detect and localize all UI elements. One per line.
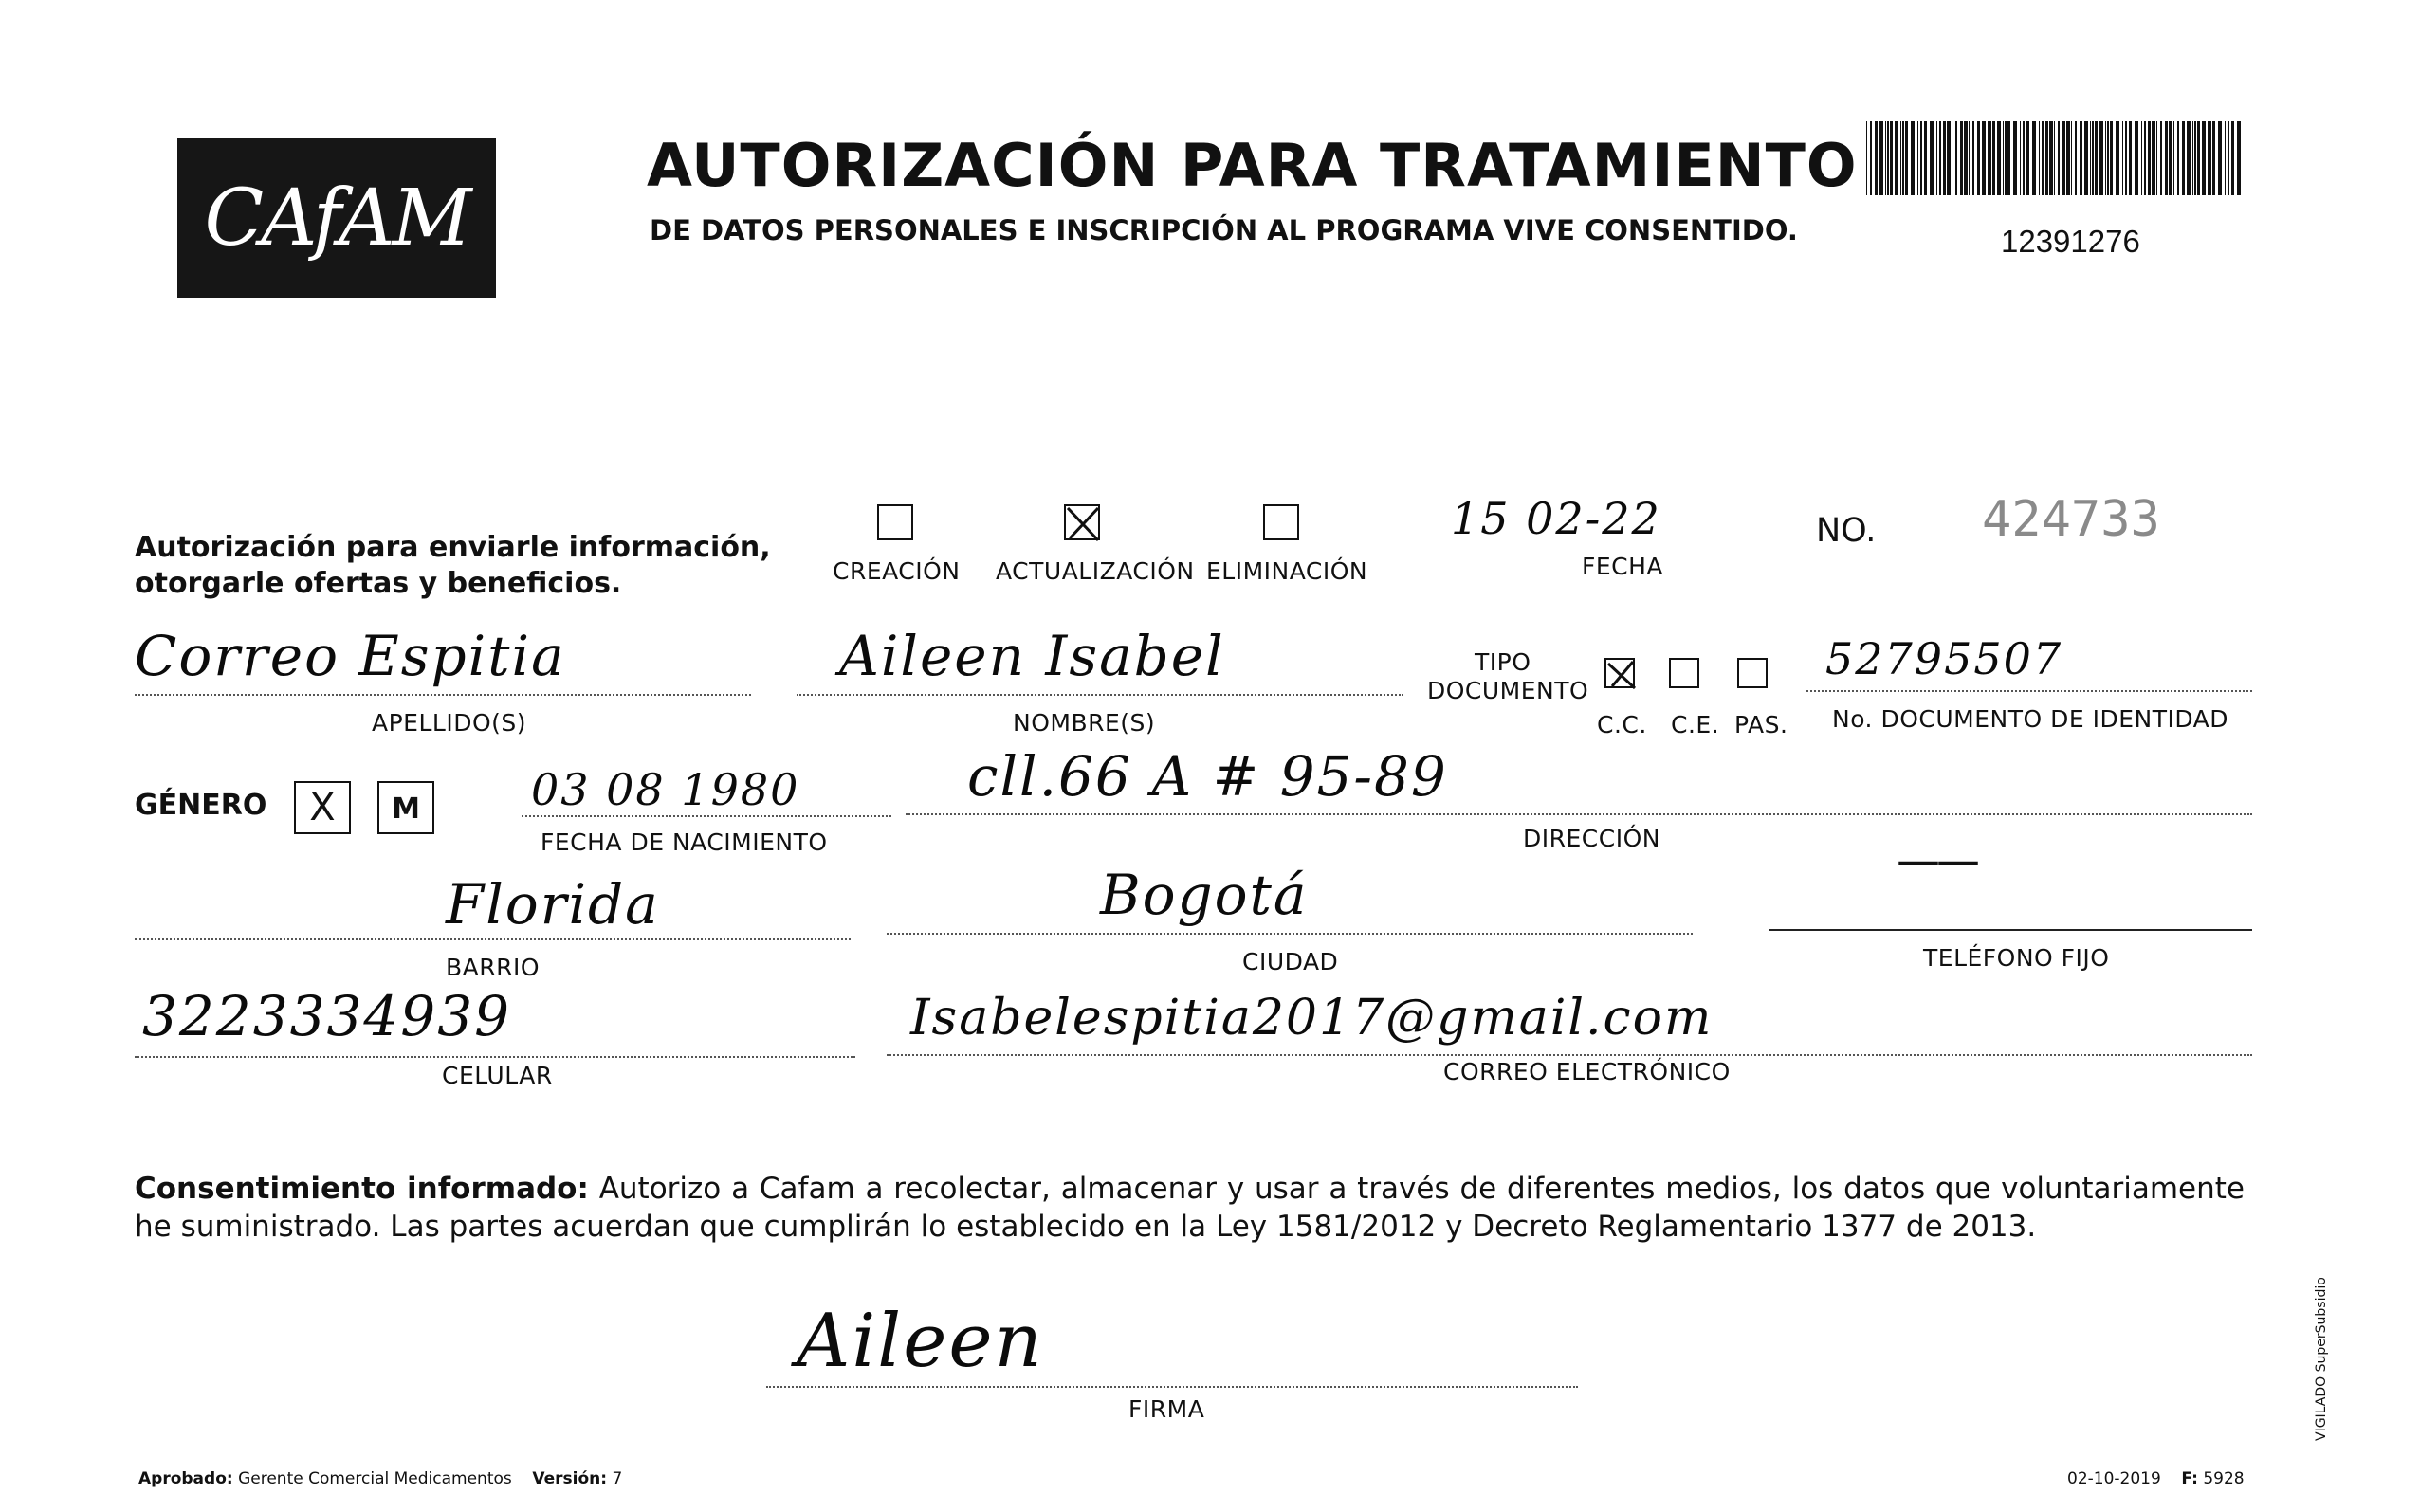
- tipo-documento-label-2: DOCUMENTO: [1427, 677, 1589, 704]
- barcode-bar: [2165, 121, 2168, 195]
- barcode-bar: [2023, 121, 2025, 195]
- barcode-bar: [2013, 121, 2017, 195]
- form-subtitle: DE DATOS PERSONALES E INSCRIPCIÓN AL PROGRAMA VIVE CONSENTIDO.: [650, 214, 1798, 246]
- cc-checkbox[interactable]: [1604, 658, 1635, 688]
- barcode-bar: [2209, 121, 2211, 195]
- barrio-label: BARRIO: [446, 954, 541, 981]
- version-label: Versión:: [532, 1469, 608, 1488]
- barcode-bar: [2092, 121, 2094, 195]
- ciudad-line: [887, 933, 1693, 935]
- creacion-checkbox[interactable]: [877, 504, 913, 540]
- eliminacion-checkbox[interactable]: [1263, 504, 1299, 540]
- direccion-line: [906, 813, 2252, 815]
- consent-text: Autorizo a Cafam a recolectar, almacenar y usar a través de diferentes medios, los datos que voluntariamente he suministrado. Las partes acuerdan que cumplirán lo establecido en la Ley 1581/2012 y Decreto Reglamentario 1377 de 2013.: [135, 1172, 2245, 1244]
- barcode-bar: [1988, 121, 1989, 195]
- barcode-bar: [1943, 121, 1946, 195]
- barcode-bar: [1890, 121, 1893, 195]
- fecha-nacimiento-line: [522, 815, 891, 817]
- consent-lead: Consentimiento informado:: [135, 1172, 589, 1206]
- genero-f-checkbox[interactable]: [294, 781, 351, 834]
- barcode-bar: [2192, 121, 2193, 195]
- barcode-bar: [1992, 121, 1995, 195]
- nombres-label: NOMBRE(S): [1013, 709, 1156, 737]
- barcode-bar: [1866, 121, 1867, 195]
- barcode-bar: [1936, 121, 1937, 195]
- barcode-bar: [2148, 121, 2151, 195]
- fecha-label: FECHA: [1582, 553, 1664, 580]
- barcode-bar: [2099, 121, 2103, 195]
- barcode-bar: [2129, 121, 2132, 195]
- barcode-bar: [2225, 121, 2226, 195]
- barcode-bar: [1875, 121, 1878, 195]
- genero-f-mark: X: [309, 786, 336, 829]
- barcode-bar: [2005, 121, 2007, 195]
- celular-label: CELULAR: [442, 1062, 553, 1089]
- barcode-bar: [2228, 121, 2229, 195]
- barcode-bar: [2177, 121, 2179, 195]
- numero-documento-label: No. DOCUMENTO DE IDENTIDAD: [1832, 705, 2229, 733]
- barcode-bar: [1920, 121, 1922, 195]
- barcode: [1866, 121, 2246, 195]
- barcode-bar: [2058, 121, 2060, 195]
- ce-checkbox[interactable]: [1669, 658, 1699, 688]
- barcode-bar: [2202, 121, 2206, 195]
- barrio-value: Florida: [446, 872, 660, 937]
- genero-m-checkbox[interactable]: M: [377, 781, 434, 834]
- intro-line-1: Autorización para enviarle información,: [135, 531, 771, 564]
- correo-line: [887, 1054, 2252, 1056]
- barcode-bar: [2212, 121, 2215, 195]
- barcode-bar: [2182, 121, 2185, 195]
- barcode-bar: [2144, 121, 2146, 195]
- barcode-bar: [2125, 121, 2127, 195]
- correo-label: CORREO ELECTRÓNICO: [1443, 1058, 1731, 1085]
- barcode-number: 12391276: [2001, 224, 2140, 259]
- footer-approved: [138, 1469, 622, 1488]
- eliminacion-label: ELIMINACIÓN: [1206, 557, 1368, 585]
- firma-line: [766, 1386, 1578, 1388]
- numero-value: 424733: [1982, 491, 2160, 548]
- barcode-bar: [2231, 121, 2234, 195]
- barcode-bar: [1972, 121, 1974, 195]
- correo-value: Isabelespitia2017@gmail.com: [910, 990, 1714, 1047]
- barcode-bar: [1989, 121, 1991, 195]
- barcode-bar: [2141, 121, 2142, 195]
- barcode-bar: [2075, 121, 2077, 195]
- nombres-value: Aileen Isabel: [839, 624, 1225, 688]
- barcode-bar: [1887, 121, 1889, 195]
- barcode-bar: [1930, 121, 1934, 195]
- form-code-label: F:: [2181, 1469, 2198, 1488]
- barcode-bar: [2237, 121, 2241, 195]
- barcode-bar: [1870, 121, 1872, 195]
- barcode-bar: [2080, 121, 2082, 195]
- barcode-bar: [1977, 121, 1980, 195]
- side-vigilado-text: VIGILADO SuperSubsidio: [2314, 1277, 2329, 1441]
- ce-label: C.E.: [1671, 711, 1720, 738]
- barcode-bar: [2003, 121, 2004, 195]
- form-code-value: 5928: [2203, 1469, 2245, 1488]
- barcode-bar: [1982, 121, 1986, 195]
- genero-label: GÉNERO: [135, 789, 267, 822]
- numero-label: NO.: [1816, 512, 1877, 550]
- barcode-bar: [1911, 121, 1915, 195]
- nombres-line: [797, 694, 1403, 696]
- ciudad-label: CIUDAD: [1242, 948, 1339, 975]
- footer-right: [2067, 1469, 2245, 1488]
- barcode-bar: [2020, 121, 2021, 195]
- firma-value: Aileen: [797, 1299, 1044, 1384]
- barcode-bar: [2008, 121, 2010, 195]
- barcode-bar: [1895, 121, 1898, 195]
- barcode-bar: [1902, 121, 1904, 195]
- intro-line-2: otorgarle ofertas y beneficios.: [135, 567, 622, 600]
- actualizacion-label: ACTUALIZACIÓN: [996, 557, 1195, 585]
- barcode-bar: [2169, 121, 2172, 195]
- logo-text: CAfAM: [204, 173, 469, 264]
- barcode-bar: [2045, 121, 2048, 195]
- tipo-documento-label-1: TIPO: [1475, 648, 1531, 676]
- consent-paragraph: [135, 1170, 2245, 1246]
- barcode-bar: [2026, 121, 2029, 195]
- barcode-bar: [2062, 121, 2065, 195]
- barcode-bar: [2122, 121, 2123, 195]
- barcode-bar: [2187, 121, 2191, 195]
- barcode-bar: [1917, 121, 1918, 195]
- cc-label: C.C.: [1597, 711, 1647, 738]
- pas-checkbox[interactable]: [1737, 658, 1768, 688]
- barcode-bar: [1955, 121, 1957, 195]
- firma-label: FIRMA: [1128, 1395, 1205, 1423]
- pas-label: PAS.: [1734, 711, 1788, 738]
- barcode-bar: [1939, 121, 1941, 195]
- barcode-bar: [2156, 121, 2157, 195]
- barrio-line: [135, 938, 851, 940]
- check-mark-icon: [1606, 660, 1637, 690]
- barcode-bar: [2095, 121, 2098, 195]
- numero-documento-line: [1806, 690, 2252, 692]
- barcode-bar: [1947, 121, 1951, 195]
- barcode-bar: [2208, 121, 2209, 195]
- barcode-bar: [1885, 121, 1886, 195]
- barcode-bar: [1905, 121, 1908, 195]
- barcode-bar: [1969, 121, 1970, 195]
- telefono-value: ——: [1897, 834, 1976, 885]
- barcode-bar: [2197, 121, 2200, 195]
- barcode-bar: [1879, 121, 1883, 195]
- barcode-bar: [2032, 121, 2036, 195]
- barcode-bar: [2066, 121, 2070, 195]
- direccion-value: cll.66 A # 95-89: [967, 744, 1448, 809]
- footer-date: 02-10-2019: [2067, 1469, 2161, 1488]
- telefono-line: [1769, 929, 2252, 931]
- barcode-bar: [2116, 121, 2119, 195]
- celular-line: [135, 1056, 855, 1058]
- version-value: 7: [612, 1469, 623, 1488]
- telefono-label: TELÉFONO FIJO: [1923, 944, 2110, 972]
- barcode-bar: [2110, 121, 2113, 195]
- apellidos-label: APELLIDO(S): [372, 709, 527, 737]
- aprobado-value: Gerente Comercial Medicamentos: [238, 1469, 512, 1488]
- barcode-bar: [1997, 121, 2001, 195]
- barcode-bar: [2160, 121, 2162, 195]
- barcode-bar: [2218, 121, 2222, 195]
- ciudad-value: Bogotá: [1100, 863, 1309, 927]
- barcode-bar: [1900, 121, 1901, 195]
- barcode-bar: [1964, 121, 1968, 195]
- barcode-bar: [2194, 121, 2196, 195]
- barcode-bar: [2173, 121, 2174, 195]
- direccion-label: DIRECCIÓN: [1523, 825, 1660, 852]
- barcode-bar: [2152, 121, 2155, 195]
- barcode-bar: [2090, 121, 2091, 195]
- barcode-bar: [2042, 121, 2044, 195]
- barcode-bar: [2105, 121, 2106, 195]
- apellidos-value: Correo Espitia: [135, 624, 566, 688]
- actualizacion-checkbox[interactable]: [1064, 504, 1100, 540]
- barcode-bar: [2107, 121, 2109, 195]
- aprobado-label: Aprobado:: [138, 1469, 233, 1488]
- apellidos-line: [135, 694, 751, 696]
- barcode-bar: [2054, 121, 2055, 195]
- barcode-bar: [2135, 121, 2138, 195]
- barcode-bar: [2084, 121, 2088, 195]
- barcode-bar: [1960, 121, 1963, 195]
- celular-value: 3223334939: [142, 984, 512, 1048]
- fecha-value: 15 02-22: [1451, 493, 1661, 544]
- fecha-nacimiento-label: FECHA DE NACIMIENTO: [541, 829, 828, 856]
- cafam-logo: [177, 138, 496, 298]
- fecha-nacimiento-value: 03 08 1980: [531, 764, 800, 815]
- form-title: AUTORIZACIÓN PARA TRATAMIENTO: [647, 131, 1858, 200]
- numero-documento-value: 52795507: [1825, 633, 2063, 684]
- check-mark-icon: [1066, 506, 1102, 542]
- barcode-bar: [2049, 121, 2053, 195]
- barcode-bar: [2071, 121, 2072, 195]
- creacion-label: CREACIÓN: [833, 557, 961, 585]
- barcode-bar: [2039, 121, 2040, 195]
- barcode-bar: [1924, 121, 1927, 195]
